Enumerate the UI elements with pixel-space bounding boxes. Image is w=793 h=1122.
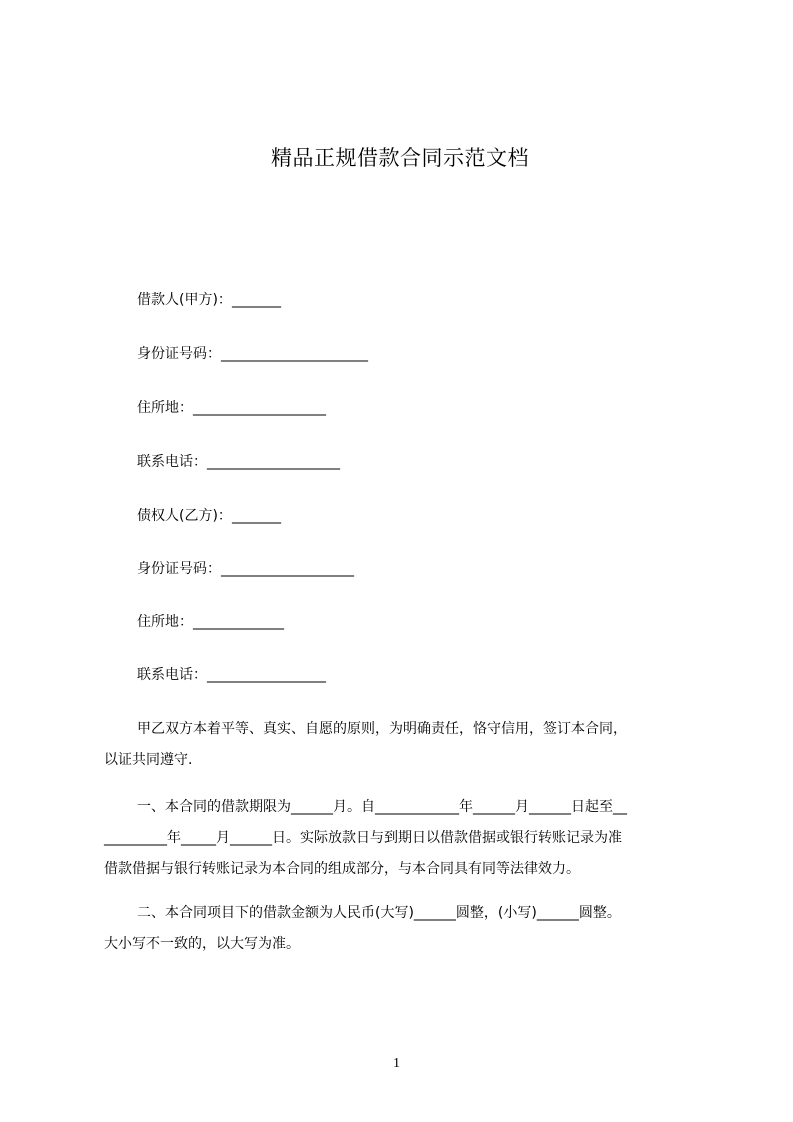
preamble-paragraph [104,714,704,776]
lender-name-field [137,506,281,526]
paragraph-line: 以证共同遵守. [104,752,193,768]
borrower-address-field [137,398,326,418]
field-blank: _______ [231,508,281,524]
field-label: 联系电话： [137,667,207,683]
field-label: 身份证号码： [137,561,221,577]
field-label: 联系电话： [137,454,207,470]
field-label: 住所地： [137,400,193,416]
field-blank: _____________________ [221,346,368,362]
field-label: 借款人(甲方)： [137,292,232,308]
field-blank: _________________ [207,667,326,683]
borrower-phone-field [137,452,340,472]
paragraph-line: 二、本合同项目下的借款金额为人民币(大写)______圆整，(小写)______圆整。 [137,905,621,921]
loan-amount-clause [104,898,704,960]
field-blank: ___________________ [221,561,354,577]
lender-phone-field [137,665,326,685]
field-blank: _____________ [193,614,284,630]
lender-id-field [137,559,354,579]
field-label: 住所地： [137,614,193,630]
loan-term-clause [104,792,704,885]
field-label: 身份证号码： [137,346,221,362]
paragraph-line: _________年_____月______日。实际放款日与到期日以借款借据或银行转账记录为准 [104,830,622,846]
borrower-id-field [137,344,368,364]
page-number: 1 [393,1056,400,1071]
field-label: 债权人(乙方)： [137,508,232,524]
lender-address-field [137,612,284,632]
paragraph-line: 甲乙双方本着平等、真实、自愿的原则，为明确责任，恪守信用，签订本合同， [137,721,627,737]
borrower-name-field [137,290,281,310]
field-blank: ___________________ [207,454,340,470]
field-blank: _______ [231,292,281,308]
paragraph-line: 借款借据与银行转账记录为本合同的组成部分，与本合同具有同等法律效力。 [104,861,580,877]
paragraph-line: 一、本合同的借款期限为______月。自____________年______月______日起至__ [137,799,627,815]
paragraph-line: 大小写不一致的，以大写为准。 [104,936,300,952]
document-title: 精品正规借款合同示范文档 [271,146,529,170]
field-blank: ___________________ [193,400,326,416]
